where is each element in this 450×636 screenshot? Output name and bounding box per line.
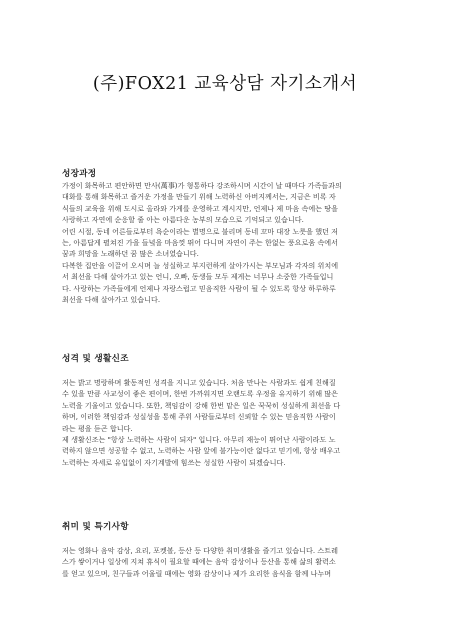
text-line: 는, 아름답게 펼쳐진 가을 들녘을 마음껏 뛰어 다니며 자연이 주는 한없는 풍요로움 속에서 <box>62 238 339 248</box>
text-line: 가정이 화목하고 편안하면 만사(萬事)가 형통하다 강조하시며 시간이 날 때마다 가족들과의 <box>62 181 342 190</box>
text-line: 대화를 통해 화목하고 즐거운 가정을 만들기 위해 노력하신 아버지께서는, 지금은 비록 자 <box>62 192 336 202</box>
text-line: 노력하는 자세로 유입없이 자기계발에 힘쓰는 성실한 사람이 되겠습니다. <box>62 457 286 467</box>
text-line: 노력을 기울이고 있습니다. 또한, 책임감이 강해 한번 맡은 일은 꾹꾹히 성실하게 최선을 다 <box>62 400 341 410</box>
text-line: 스가 쌓이거나 일상에 지쳐 휴식이 필요할 때에는 음악 감상이나 등산을 통해 삶의 활력소 <box>62 557 336 567</box>
text-line: 제 생활신조는 "항상 노력하는 사람이 되자" 입니다. 아무리 재능이 뛰어난 사람이라도 노 <box>62 435 336 445</box>
text-line: 다. 사랑하는 가족들에게 언제나 자랑스럽고 믿음직한 사람이 될 수 있도록 항상 하루하루 <box>62 283 336 293</box>
section-body-hobbies <box>62 545 392 579</box>
section-heading-hobbies: 취미 및 특기사항 <box>62 522 129 532</box>
document-title: (주)FOX21 교육상담 자기소개서 <box>92 74 358 94</box>
text-line: 저는 밝고 명랑하며 활동적인 성격을 지니고 있습니다. 처음 만나는 사람과도 쉽게 친해질 <box>62 378 336 387</box>
text-line: 하며, 이러한 책임감과 성실성을 통해 주위 사람들로부터 신뢰할 수 있는 믿음직한 사람이 <box>62 412 336 422</box>
text-line: 식들의 교육을 위해 도시로 올라와 가게를 운영하고 계시지만, 언제나 제 마음 속에는 땅을 <box>62 203 339 213</box>
text-line: 력하지 않으면 성공할 수 없고, 노력하는 사람 앞에 불가능이란 없다고 믿기에, 항상 배우고 <box>62 446 341 456</box>
text-line: 어린 시절, 동네 어른들로부터 욕순이라는 별명으로 불리며 동네 꼬마 대장 노릇을 했던 저 <box>62 226 339 236</box>
text-line: 다복한 집안을 이끌어 오시며 늘 성실하고 부지런하게 살아가시는 부모님과 각자의 위치에 <box>62 260 339 270</box>
text-line: 수 있을 만큼 사교성이 좋은 편이며, 한번 가까워지면 오랜도록 우정을 유지하기 위해 많은 <box>62 389 339 399</box>
text-line: 저는 영화나 음악 감상, 요리, 포켓볼, 등산 등 다양한 취미생활을 즐기고 있습니다. 스트레 <box>62 546 338 555</box>
section-heading-growth: 성장과정 <box>62 169 97 179</box>
text-line: 를 얻고 있으며, 친구들과 어울릴 때에는 영화 감상이나 제가 요리한 음식을 함께 나누며 <box>62 568 332 578</box>
section-heading-personality: 성격 및 생활신조 <box>62 354 129 364</box>
section-body-growth <box>62 180 392 305</box>
text-line: 라는 평을 듣곤 합니다. <box>62 423 133 433</box>
text-line: 최선을 다해 살아가고 있습니다. <box>62 295 161 305</box>
text-line: 사랑하고 자연에 순응할 줄 아는 아름다운 농부의 모습으로 기억되고 있습니다. <box>62 215 304 225</box>
section-body-personality <box>62 377 392 468</box>
text-line: 꿈과 희망을 노래하던 꿈 많은 소녀였습니다. <box>62 249 199 259</box>
text-line: 서 최선을 다해 살아가고 있는 언니, 오빠, 동생들 모두 제게는 너무나 소중한 가족들입니 <box>62 272 334 282</box>
